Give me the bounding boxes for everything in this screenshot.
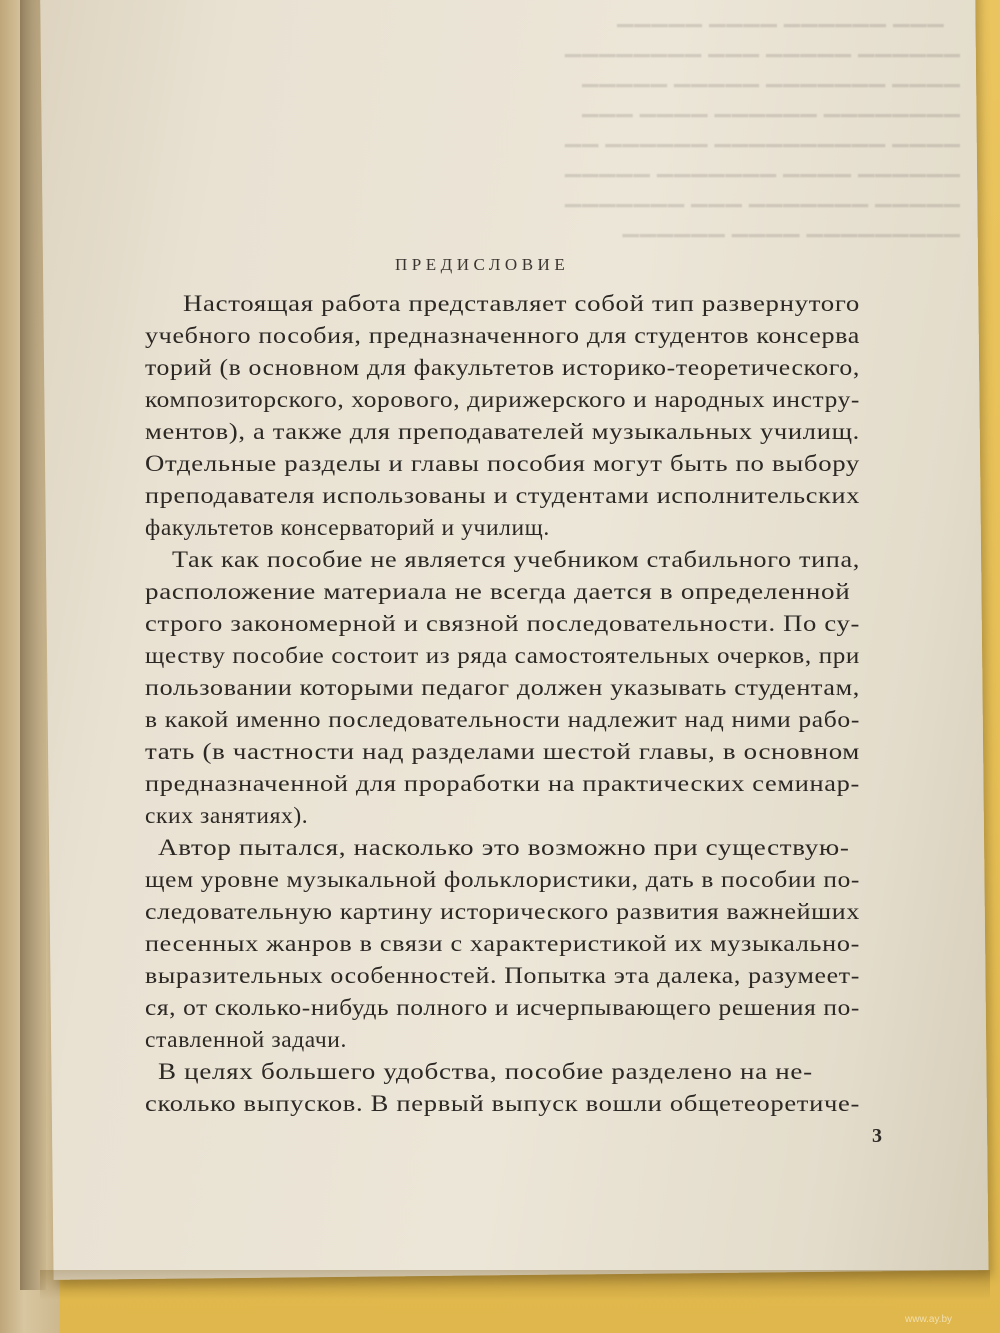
text-line: ставленной задачи.: [145, 1027, 347, 1053]
page-bottom-shadow: [40, 1270, 990, 1300]
text-line: Автор пытался, насколько это возможно при существую-: [158, 835, 850, 861]
text-line: учебного пособия, предназначенного для студентов консерва: [145, 323, 861, 349]
text-line: песенных жанров в связи с характеристикой их музыкально-: [145, 931, 860, 957]
text-line: следовательную картину исторического развития важнейших: [145, 899, 860, 925]
watermark-logo: www.ay.by: [905, 1314, 953, 1325]
text-line: торий (в основном для факультетов историко-теоретического,: [145, 355, 860, 381]
text-line: строго закономерной и связной последовательности. По су-: [145, 611, 860, 637]
text-line: ментов), а также для преподавателей музыкальных училищ.: [145, 419, 860, 445]
text-line: сколько выпусков. В первый выпуск вошли общетеоретиче-: [145, 1091, 860, 1117]
text-line: В целях большего удобства, пособие разделено на не-: [158, 1059, 813, 1085]
text-line: факультетов консерваторий и училищ.: [145, 515, 550, 541]
text-line: тать (в частности над разделами шестой главы, в основном: [145, 739, 860, 765]
text-line: Так как пособие не является учебником стабильного типа,: [172, 547, 860, 573]
text-line: композиторского, хорового, дирижерского и народных инстру-: [145, 387, 860, 413]
text-line: ских занятиях).: [145, 803, 309, 829]
page-heading: ПРЕДИСЛОВИЕ: [395, 255, 570, 274]
text-line: предназначенной для проработки на практических семинар-: [145, 771, 860, 797]
text-line: преподавателя использованы и студентами исполнительских: [145, 483, 860, 509]
text-line: пользовании которыми педагог должен указывать студентам,: [145, 675, 860, 701]
text-line: Отдельные разделы и главы пособия могут быть по выбору: [145, 451, 861, 477]
text-line: в какой именно последовательности надлежит над ними рабо-: [145, 707, 860, 733]
text-line: ся, от сколько-нибудь полного и исчерпывающего решения по-: [145, 995, 860, 1021]
text-line: расположение материала не всегда дается в определенной: [145, 579, 851, 605]
show-through-text: ⠀▁▁▁ ▁▁▁▁▁▁ ▁▁▁▁ ▁▁▁▁▁ ▁▁▁▁▁▁ ▁▁▁▁▁ ▁▁▁ ▁▁▁▁▁▁▁▁ ▁▁▁▁ ▁▁▁▁▁▁▁ ▁▁▁▁▁ ▁▁▁▁▁ ▁▁▁▁▁▁▁▁ ▁▁▁▁▁▁ ▁▁▁▁ ▁▁▁ ▁▁▁▁ ▁▁▁▁▁▁▁▁▁▁ ▁▁▁▁▁▁ ▁▁ ▁▁▁▁▁▁ ▁▁▁▁ ▁▁▁▁▁▁▁ ▁▁▁▁▁ ▁▁▁▁▁ ▁▁▁▁▁▁▁ ▁▁▁ ▁▁▁▁▁▁▁ ▁▁▁▁▁▁▁▁▁ ▁▁▁▁ ▁▁▁▁▁▁: [563, 3, 960, 237]
text-line: Настоящая работа представляет собой тип развернутого: [183, 291, 861, 317]
text-line: выразительных особенностей. Попытка эта далека, разумеет-: [145, 963, 860, 989]
text-line: ществу пособие состоит из ряда самостоятельных очерков, при: [145, 643, 860, 669]
page-number: 3: [872, 1125, 882, 1147]
text-line: щем уровне музыкальной фольклористики, дать в пособии по-: [145, 867, 860, 893]
